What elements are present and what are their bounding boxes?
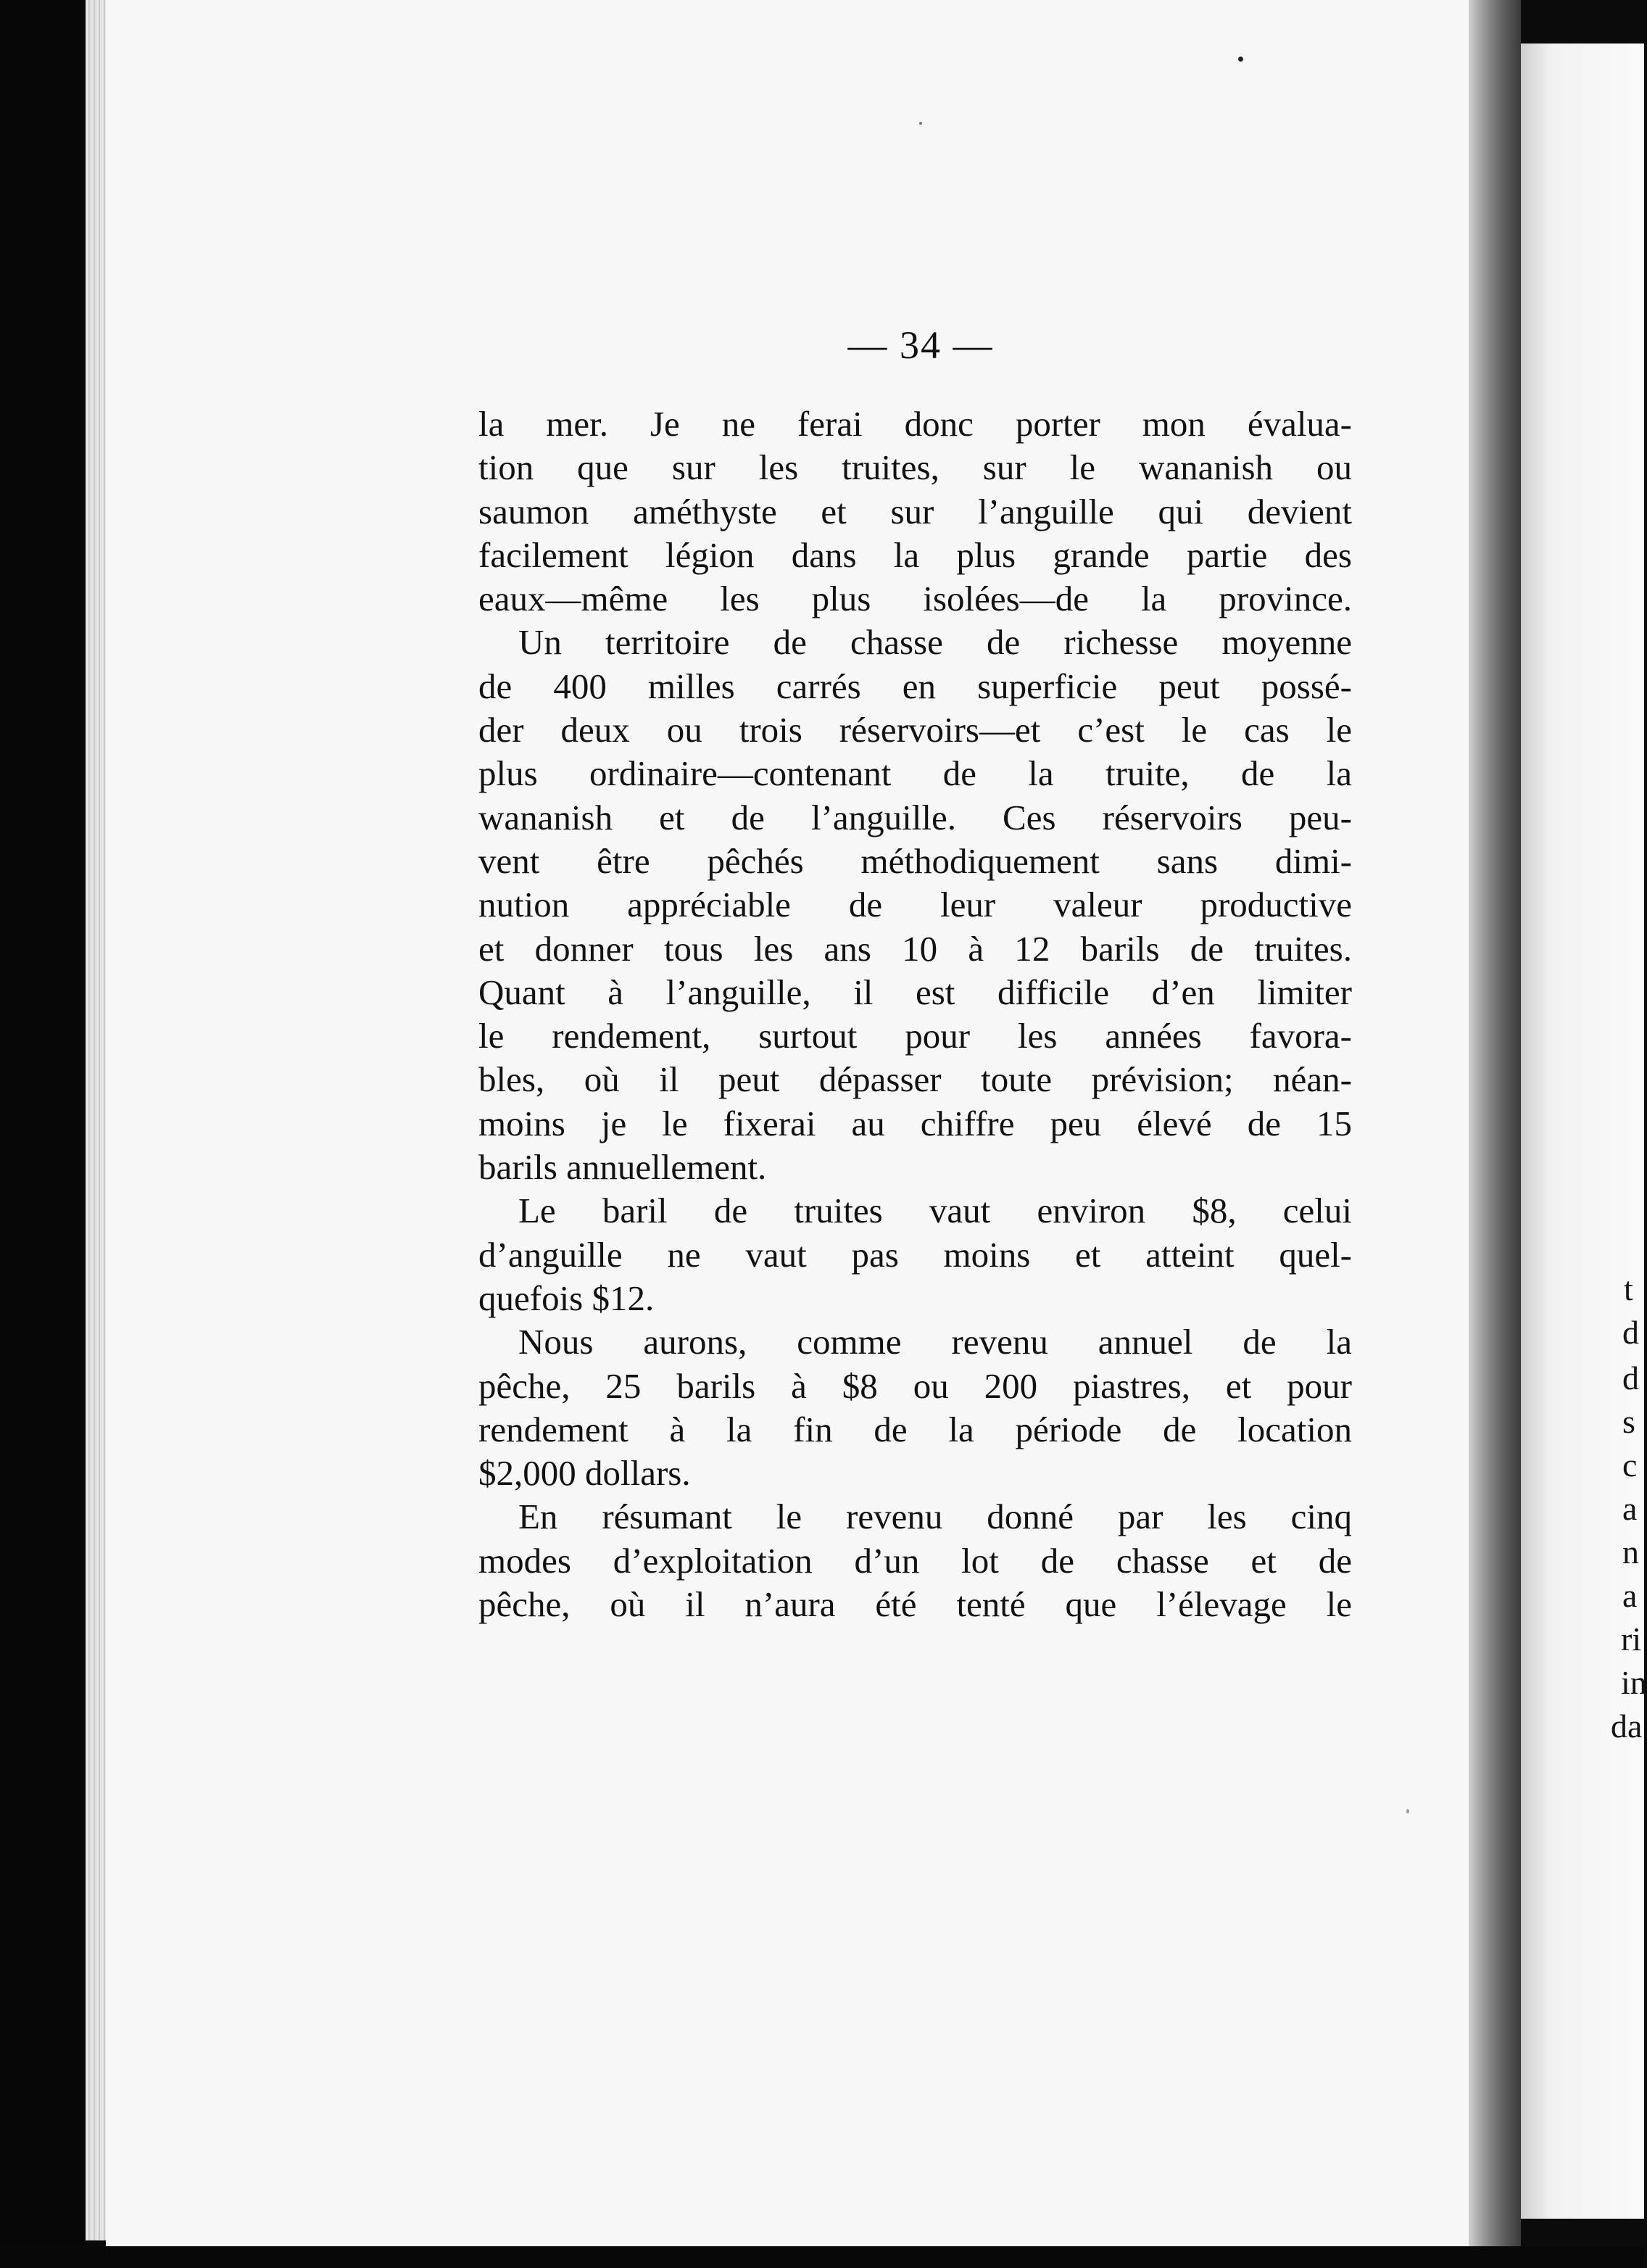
facing-fragment: a xyxy=(1622,1577,1638,1614)
text-line: le rendement, surtout pour les années favora- xyxy=(478,1016,1352,1056)
text-line: Quant à l’anguille, il est difficile d’en limiter xyxy=(478,972,1352,1012)
text-line: wananish et de l’anguille. Ces réservoirs peu- xyxy=(478,797,1352,837)
text-line: facilement légion dans la plus grande partie des xyxy=(478,534,1352,575)
facing-fragment: d xyxy=(1622,1359,1639,1396)
text-line: plus ordinaire—contenant de la truite, de la xyxy=(478,753,1352,794)
page-number: — 34 — xyxy=(847,323,994,367)
scan-left-border xyxy=(0,0,87,2268)
facing-fragment: a xyxy=(1622,1490,1638,1527)
text-line: nution appréciable de leur valeur productive xyxy=(478,885,1352,925)
scan-bottom-border xyxy=(0,2246,1644,2268)
facing-fragment: d xyxy=(1622,1314,1639,1351)
text-line: saumon améthyste et sur l’anguille qui devient xyxy=(478,491,1352,531)
text-line: vent être pêchés méthodiquement sans dimi- xyxy=(478,840,1352,881)
text-line: modes d’exploitation d’un lot de chasse et de xyxy=(478,1540,1352,1581)
scan-speck xyxy=(1238,57,1243,62)
facing-fragment: s xyxy=(1622,1403,1635,1440)
text-line: bles, où il peut dépasser toute prévision; néan- xyxy=(478,1059,1352,1100)
text-line: moins je le fixerai au chiffre peu élevé de 15 xyxy=(478,1103,1352,1143)
facing-fragment: n xyxy=(1622,1534,1639,1570)
facing-fragment: in xyxy=(1621,1664,1647,1701)
text-line: tion que sur les truites, sur le wananish ou xyxy=(478,447,1352,488)
paragraph-start-line: Nous aurons, comme revenu annuel de la xyxy=(518,1322,1352,1362)
scan-speck xyxy=(919,122,922,125)
paragraph-end-line: barils annuellement. xyxy=(478,1147,767,1188)
facing-page xyxy=(1521,44,1644,2219)
text-line: pêche, où il n’aura été tenté que l’élevage le xyxy=(478,1584,1352,1625)
facing-fragment: ri xyxy=(1621,1621,1642,1657)
text-line: pêche, 25 barils à $8 ou 200 piastres, et pour xyxy=(478,1365,1352,1406)
paragraph-end-line: quefois $12. xyxy=(478,1278,655,1318)
stacked-page-edges xyxy=(86,0,107,2240)
text-line: d’anguille ne vaut pas moins et atteint quel- xyxy=(478,1234,1352,1275)
book-gutter-shadow xyxy=(1469,0,1521,2246)
paragraph-end-line: $2,000 dollars. xyxy=(478,1453,691,1494)
text-line: de 400 milles carrés en superficie peut possé- xyxy=(478,666,1352,706)
text-line: der deux ou trois réservoirs—et c’est le cas le xyxy=(478,710,1352,750)
text-line: et donner tous les ans 10 à 12 barils de truites. xyxy=(478,928,1352,969)
body-text xyxy=(478,402,1352,1626)
facing-fragment: t xyxy=(1624,1270,1633,1307)
text-line: la mer. Je ne ferai donc porter mon évalua- xyxy=(478,404,1352,444)
scan-speck xyxy=(1406,1809,1409,1813)
text-line: rendement à la fin de la période de location xyxy=(478,1409,1352,1449)
facing-fragment: da xyxy=(1611,1708,1643,1745)
facing-fragment: c xyxy=(1622,1447,1638,1483)
paragraph-start-line: En résumant le revenu donné par les cinq xyxy=(518,1497,1352,1537)
paragraph-start-line: Le baril de truites vaut environ $8, celui xyxy=(518,1191,1352,1231)
paragraph-start-line: Un territoire de chasse de richesse moyenne xyxy=(518,622,1352,663)
text-line: eaux—même les plus isolées—de la province. xyxy=(478,579,1352,619)
